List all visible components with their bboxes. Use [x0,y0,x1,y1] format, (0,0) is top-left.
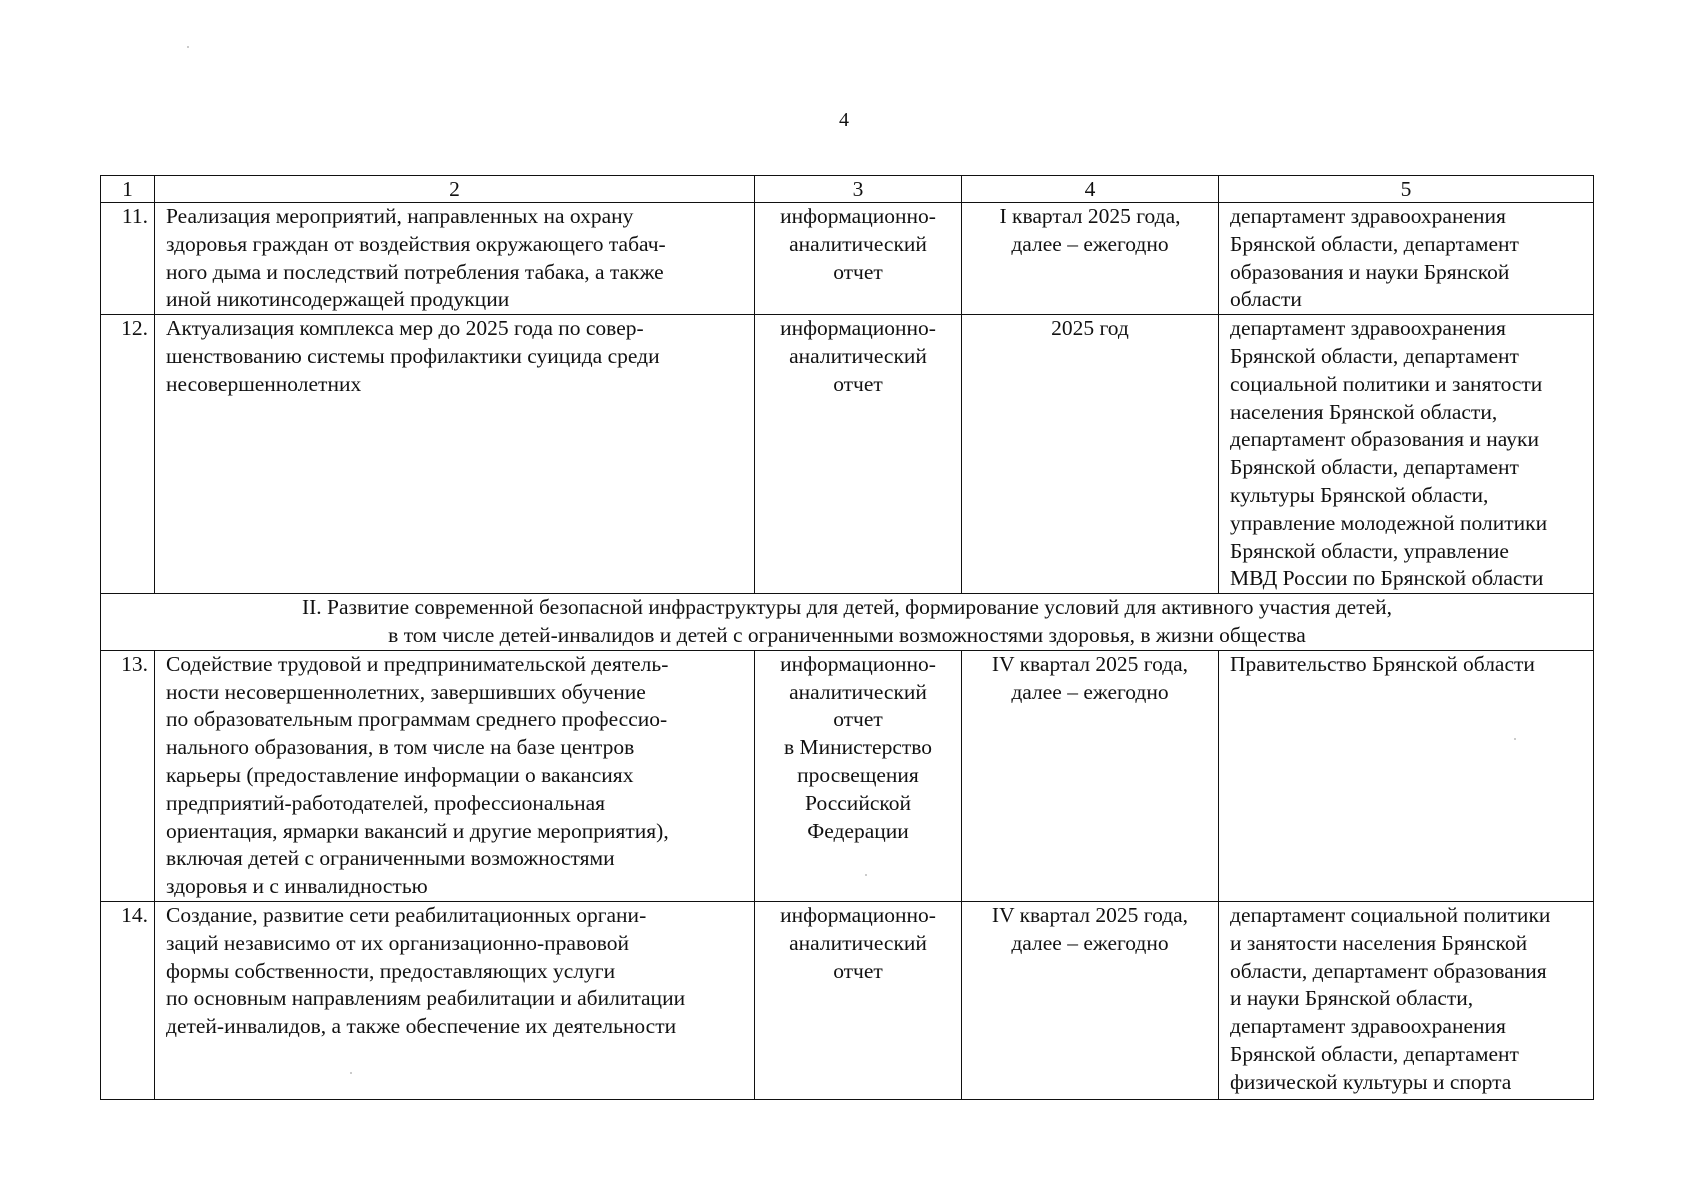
text-line: департамент здравоохранения [1230,316,1506,341]
table-row [101,203,1594,315]
text-line: аналитический [789,231,927,256]
text-line: отчет [833,371,883,396]
text-line: Брянской области, департамент [1230,1041,1519,1066]
text-line: культуры Брянской области, [1230,482,1489,507]
text-line: аналитический [789,343,927,368]
text-line: информационно- [780,651,936,676]
text-line: несовершеннолетних [166,371,362,396]
deadline [962,315,1219,594]
column-number-cell: 3 [755,176,962,203]
text-line: просвещения [797,762,919,787]
text-line: карьеры (предоставление информации о вакансиях [166,762,634,787]
text-line: Федерации [807,818,909,843]
item-number: 14. [101,901,155,1099]
text-line: здоровья граждан от воздействия окружающего табач- [166,231,666,256]
text-line: Российской [805,790,911,815]
text-line: далее – ежегодно [1011,231,1169,256]
text-line: нального образования, в том числе на базе центров [166,735,635,760]
deadline [962,901,1219,1099]
text-line: 2025 год [1051,316,1129,341]
responsible-executors [1219,901,1594,1099]
text-line: департамент социальной политики [1230,902,1551,927]
item-number: 12. [101,315,155,594]
text-line: IV квартал 2025 года, [991,651,1189,676]
scan-speck [1514,738,1516,740]
text-line: Брянской области, департамент [1230,343,1519,368]
column-number-row [101,176,1594,203]
scan-speck [865,874,867,876]
table-row [101,901,1594,1099]
report-form [755,315,962,594]
text-line: образования и науки Брянской [1230,259,1510,284]
page-number: 4 [839,109,849,131]
text-line: по образовательным программам среднего профессио- [166,707,668,732]
text-line: здоровья и с инвалидностью [166,874,428,899]
text-line: Реализация мероприятий, направленных на охрану [166,204,634,228]
item-number: 13. [101,650,155,901]
text-line: аналитический [789,930,927,955]
responsible-executors [1219,650,1594,901]
text-line: департамент здравоохранения [1230,1014,1506,1039]
report-form [755,650,962,901]
text-line: IV квартал 2025 года, [991,902,1189,927]
text-line: шенствованию системы профилактики суицида среди [166,343,660,368]
text-line: заций независимо от их организационно-правовой [166,930,629,955]
text-line: отчет [833,259,883,284]
text-line: отчет [833,707,883,732]
text-line: физической культуры и спорта [1230,1069,1512,1094]
column-number-cell: 4 [962,176,1219,203]
text-line: иной никотинсодержащей продукции [166,287,510,312]
text-line: аналитический [789,679,927,704]
text-line: Брянской области, департамент [1230,231,1519,256]
deadline [962,650,1219,901]
text-line: далее – ежегодно [1011,930,1169,955]
column-number-cell: 5 [1219,176,1594,203]
section-heading-row [101,594,1594,651]
item-number: 11. [101,203,155,315]
scan-speck [187,46,189,48]
text-line: в том числе детей-инвалидов и детей с ограниченными возможностями здоровья, в жизни общества [388,622,1306,647]
text-line: ориентация, ярмарки вакансий и другие мероприятия), [166,818,669,843]
activity-description [155,203,755,315]
text-line: управление молодежной политики [1230,510,1548,535]
text-line: и занятости населения Брянской [1230,930,1528,955]
text-line: Брянской области, управление [1230,538,1509,563]
text-line: Брянской области, департамент [1230,455,1519,480]
text-line: I квартал 2025 года, [999,204,1181,228]
text-line: детей-инвалидов, а также обеспечение их деятельности [166,1014,677,1039]
text-line: области [1230,287,1302,312]
text-line: МВД России по Брянской области [1230,566,1544,591]
text-line: Актуализация комплекса мер до 2025 года по совер- [166,316,644,341]
text-line: формы собственности, предоставляющих услуги [166,958,616,983]
activity-description [155,650,755,901]
activity-description [155,315,755,594]
activity-description [155,901,755,1099]
text-line: ности несовершеннолетних, завершивших обучение [166,679,646,704]
table-row [101,650,1594,901]
scan-speck [350,1072,352,1074]
report-form [755,901,962,1099]
text-line: социальной политики и занятости [1230,371,1543,396]
text-line: II. Развитие современной безопасной инфраструктуры для детей, формирование условий для активного участия детей, [301,595,1393,620]
column-number-cell: 1 [101,176,155,203]
text-line: информационно- [780,204,936,228]
text-line: включая детей с ограниченными возможностями [166,846,615,871]
text-line: по основным направлениям реабилитации и абилитации [166,986,686,1011]
action-plan-table [100,175,1594,1100]
text-line: информационно- [780,902,936,927]
responsible-executors [1219,315,1594,594]
text-line: предприятий-работодателей, профессиональная [166,790,606,815]
text-line: информационно- [780,316,936,341]
section-heading [101,594,1594,651]
text-line: Создание, развитие сети реабилитационных органи- [166,902,647,927]
text-line: в Министерство [783,735,933,760]
text-line: Содействие трудовой и предпринимательской деятель- [166,651,669,676]
text-line: далее – ежегодно [1011,679,1169,704]
text-line: департамент образования и науки [1230,427,1539,452]
text-line: департамент здравоохранения [1230,204,1506,228]
text-line: и науки Брянской области, [1230,986,1474,1011]
table-row [101,315,1594,594]
text-line: отчет [833,958,883,983]
responsible-executors [1219,203,1594,315]
deadline [962,203,1219,315]
column-number-cell: 2 [155,176,755,203]
report-form [755,203,962,315]
text-line: ного дыма и последствий потребления табака, а также [166,259,664,284]
text-line: населения Брянской области, [1230,399,1498,424]
text-line: Правительство Брянской области [1230,651,1535,676]
text-line: области, департамент образования [1230,958,1547,983]
